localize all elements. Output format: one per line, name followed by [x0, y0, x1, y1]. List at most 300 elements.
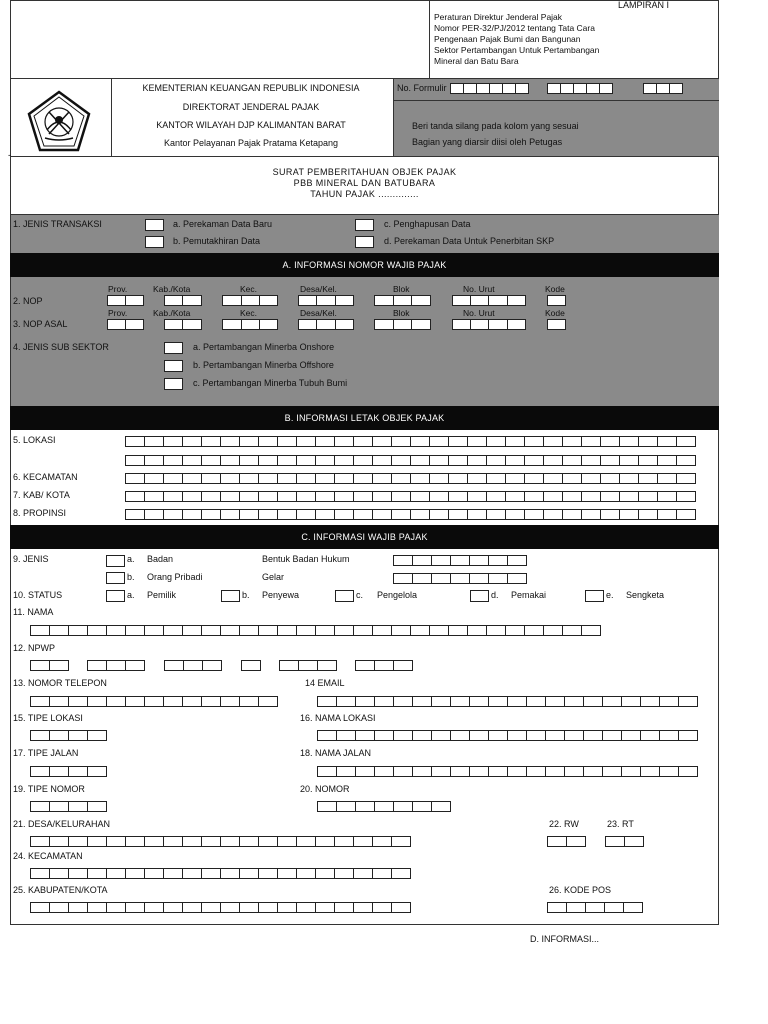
character-cell[interactable]: [182, 491, 202, 502]
character-cell[interactable]: [49, 836, 69, 847]
character-cell[interactable]: [619, 509, 639, 520]
npwp-group-4[interactable]: [241, 660, 260, 671]
character-cell[interactable]: [581, 455, 601, 466]
postal-code-input[interactable]: [547, 902, 642, 913]
character-cell[interactable]: [49, 868, 69, 879]
character-cell[interactable]: [277, 836, 297, 847]
type-company-checkbox[interactable]: [106, 555, 125, 567]
character-cell[interactable]: [467, 473, 487, 484]
character-cell[interactable]: [220, 902, 240, 913]
character-cell[interactable]: [125, 491, 145, 502]
character-cell[interactable]: [526, 696, 546, 707]
character-cell[interactable]: [640, 696, 660, 707]
character-cell[interactable]: [659, 766, 679, 777]
character-cell[interactable]: [410, 625, 430, 636]
character-cell[interactable]: [657, 455, 677, 466]
character-cell[interactable]: [619, 491, 639, 502]
character-cell[interactable]: [182, 836, 202, 847]
city-input[interactable]: [125, 491, 695, 502]
character-cell[interactable]: [315, 436, 335, 447]
character-cell[interactable]: [87, 660, 107, 671]
character-cell[interactable]: [543, 455, 563, 466]
character-cell[interactable]: [87, 868, 107, 879]
character-cell[interactable]: [391, 473, 411, 484]
character-cell[interactable]: [125, 319, 144, 330]
character-cell[interactable]: [220, 509, 240, 520]
character-cell[interactable]: [486, 473, 506, 484]
character-cell[interactable]: [374, 660, 394, 671]
character-cell[interactable]: [638, 509, 658, 520]
character-cell[interactable]: [201, 509, 221, 520]
character-cell[interactable]: [372, 473, 392, 484]
character-cell[interactable]: [353, 836, 373, 847]
character-cell[interactable]: [239, 625, 259, 636]
character-cell[interactable]: [391, 868, 411, 879]
character-cell[interactable]: [163, 868, 183, 879]
nop-blok[interactable]: [374, 295, 430, 306]
character-cell[interactable]: [452, 295, 471, 306]
character-cell[interactable]: [507, 555, 527, 566]
character-cell[interactable]: [106, 625, 126, 636]
character-cell[interactable]: [182, 295, 202, 306]
number-type-input[interactable]: [30, 801, 106, 812]
character-cell[interactable]: [183, 660, 203, 671]
character-cell[interactable]: [486, 509, 506, 520]
character-cell[interactable]: [470, 319, 489, 330]
character-cell[interactable]: [488, 295, 508, 306]
character-cell[interactable]: [605, 836, 625, 847]
character-cell[interactable]: [106, 902, 126, 913]
character-cell[interactable]: [201, 625, 221, 636]
character-cell[interactable]: [393, 660, 413, 671]
character-cell[interactable]: [566, 902, 586, 913]
npwp-group-3[interactable]: [164, 660, 221, 671]
character-cell[interactable]: [277, 625, 297, 636]
status-tenant-checkbox[interactable]: [221, 590, 240, 602]
character-cell[interactable]: [239, 696, 259, 707]
character-cell[interactable]: [315, 868, 335, 879]
phone-input[interactable]: [30, 696, 277, 707]
character-cell[interactable]: [201, 491, 221, 502]
character-cell[interactable]: [106, 696, 126, 707]
character-cell[interactable]: [372, 868, 392, 879]
character-cell[interactable]: [412, 696, 432, 707]
character-cell[interactable]: [429, 455, 449, 466]
character-cell[interactable]: [581, 491, 601, 502]
character-cell[interactable]: [374, 730, 394, 741]
character-cell[interactable]: [431, 555, 451, 566]
character-cell[interactable]: [374, 766, 394, 777]
character-cell[interactable]: [201, 455, 221, 466]
character-cell[interactable]: [526, 730, 546, 741]
sub-district-input[interactable]: [30, 868, 410, 879]
character-cell[interactable]: [87, 902, 107, 913]
character-cell[interactable]: [87, 625, 107, 636]
character-cell[interactable]: [391, 436, 411, 447]
character-cell[interactable]: [125, 625, 145, 636]
character-cell[interactable]: [164, 319, 183, 330]
character-cell[interactable]: [201, 836, 221, 847]
character-cell[interactable]: [239, 436, 259, 447]
character-cell[interactable]: [258, 455, 278, 466]
character-cell[interactable]: [336, 801, 356, 812]
character-cell[interactable]: [201, 696, 221, 707]
character-cell[interactable]: [372, 625, 392, 636]
character-cell[interactable]: [412, 766, 432, 777]
character-cell[interactable]: [258, 836, 278, 847]
character-cell[interactable]: [144, 491, 164, 502]
character-cell[interactable]: [258, 868, 278, 879]
character-cell[interactable]: [353, 868, 373, 879]
character-cell[interactable]: [258, 902, 278, 913]
character-cell[interactable]: [334, 509, 354, 520]
character-cell[interactable]: [163, 836, 183, 847]
character-cell[interactable]: [296, 625, 316, 636]
character-cell[interactable]: [448, 436, 468, 447]
character-cell[interactable]: [30, 836, 50, 847]
form-number-boxes-1[interactable]: [450, 83, 528, 94]
character-cell[interactable]: [469, 555, 489, 566]
character-cell[interactable]: [259, 319, 278, 330]
character-cell[interactable]: [182, 696, 202, 707]
character-cell[interactable]: [182, 625, 202, 636]
character-cell[interactable]: [545, 730, 565, 741]
character-cell[interactable]: [355, 696, 375, 707]
character-cell[interactable]: [68, 836, 88, 847]
npwp-group-6[interactable]: [355, 660, 412, 671]
character-cell[interactable]: [524, 455, 544, 466]
character-cell[interactable]: [334, 473, 354, 484]
character-cell[interactable]: [336, 696, 356, 707]
character-cell[interactable]: [163, 625, 183, 636]
character-cell[interactable]: [600, 509, 620, 520]
status-user-checkbox[interactable]: [470, 590, 489, 602]
character-cell[interactable]: [144, 509, 164, 520]
character-cell[interactable]: [476, 83, 490, 94]
character-cell[interactable]: [144, 625, 164, 636]
character-cell[interactable]: [49, 625, 69, 636]
character-cell[interactable]: [106, 868, 126, 879]
character-cell[interactable]: [334, 625, 354, 636]
character-cell[interactable]: [507, 730, 527, 741]
character-cell[interactable]: [524, 436, 544, 447]
character-cell[interactable]: [296, 491, 316, 502]
transaction-delete-checkbox[interactable]: [355, 219, 374, 231]
character-cell[interactable]: [107, 319, 126, 330]
character-cell[interactable]: [410, 436, 430, 447]
character-cell[interactable]: [353, 491, 373, 502]
nop-nourut[interactable]: [452, 295, 525, 306]
character-cell[interactable]: [258, 473, 278, 484]
number-input[interactable]: [317, 801, 450, 812]
character-cell[interactable]: [279, 660, 299, 671]
character-cell[interactable]: [277, 436, 297, 447]
character-cell[interactable]: [239, 473, 259, 484]
character-cell[interactable]: [277, 902, 297, 913]
character-cell[interactable]: [486, 491, 506, 502]
character-cell[interactable]: [335, 295, 354, 306]
street-name-input[interactable]: [317, 766, 697, 777]
character-cell[interactable]: [30, 868, 50, 879]
character-cell[interactable]: [524, 473, 544, 484]
character-cell[interactable]: [163, 455, 183, 466]
character-cell[interactable]: [163, 509, 183, 520]
character-cell[interactable]: [315, 473, 335, 484]
character-cell[interactable]: [334, 491, 354, 502]
character-cell[interactable]: [125, 455, 145, 466]
character-cell[interactable]: [30, 801, 50, 812]
character-cell[interactable]: [562, 509, 582, 520]
character-cell[interactable]: [296, 473, 316, 484]
character-cell[interactable]: [657, 509, 677, 520]
character-cell[interactable]: [638, 436, 658, 447]
character-cell[interactable]: [429, 509, 449, 520]
character-cell[interactable]: [125, 473, 145, 484]
character-cell[interactable]: [543, 436, 563, 447]
character-cell[interactable]: [334, 436, 354, 447]
nop-kode[interactable]: [547, 295, 565, 306]
character-cell[interactable]: [463, 83, 477, 94]
character-cell[interactable]: [393, 573, 413, 584]
character-cell[interactable]: [600, 455, 620, 466]
character-cell[interactable]: [334, 868, 354, 879]
character-cell[interactable]: [258, 491, 278, 502]
character-cell[interactable]: [259, 295, 278, 306]
character-cell[interactable]: [277, 509, 297, 520]
character-cell[interactable]: [374, 801, 394, 812]
character-cell[interactable]: [220, 436, 240, 447]
character-cell[interactable]: [334, 902, 354, 913]
character-cell[interactable]: [412, 730, 432, 741]
character-cell[interactable]: [450, 696, 470, 707]
character-cell[interactable]: [488, 730, 508, 741]
character-cell[interactable]: [241, 660, 261, 671]
character-cell[interactable]: [624, 836, 644, 847]
type-individual-checkbox[interactable]: [106, 572, 125, 584]
character-cell[interactable]: [564, 766, 584, 777]
character-cell[interactable]: [507, 319, 526, 330]
character-cell[interactable]: [144, 455, 164, 466]
character-cell[interactable]: [391, 902, 411, 913]
character-cell[interactable]: [393, 766, 413, 777]
character-cell[interactable]: [623, 902, 643, 913]
character-cell[interactable]: [315, 509, 335, 520]
character-cell[interactable]: [657, 436, 677, 447]
character-cell[interactable]: [659, 730, 679, 741]
character-cell[interactable]: [144, 696, 164, 707]
character-cell[interactable]: [621, 766, 641, 777]
character-cell[interactable]: [505, 625, 525, 636]
character-cell[interactable]: [429, 473, 449, 484]
location-name-input[interactable]: [317, 730, 697, 741]
character-cell[interactable]: [144, 836, 164, 847]
character-cell[interactable]: [353, 473, 373, 484]
status-manager-checkbox[interactable]: [335, 590, 354, 602]
character-cell[interactable]: [241, 319, 260, 330]
character-cell[interactable]: [621, 730, 641, 741]
character-cell[interactable]: [659, 696, 679, 707]
character-cell[interactable]: [505, 455, 525, 466]
character-cell[interactable]: [372, 436, 392, 447]
nop-desa[interactable]: [298, 295, 353, 306]
character-cell[interactable]: [258, 436, 278, 447]
character-cell[interactable]: [391, 491, 411, 502]
character-cell[interactable]: [277, 491, 297, 502]
character-cell[interactable]: [49, 766, 69, 777]
transaction-skp-checkbox[interactable]: [355, 236, 374, 248]
sub-sector-offshore-checkbox[interactable]: [164, 360, 183, 372]
character-cell[interactable]: [450, 83, 464, 94]
character-cell[interactable]: [410, 491, 430, 502]
nop-kabkota[interactable]: [164, 295, 201, 306]
character-cell[interactable]: [524, 625, 544, 636]
npwp-group-2[interactable]: [87, 660, 144, 671]
character-cell[interactable]: [467, 455, 487, 466]
legal-form-input[interactable]: [393, 555, 526, 566]
character-cell[interactable]: [68, 801, 88, 812]
character-cell[interactable]: [602, 696, 622, 707]
character-cell[interactable]: [467, 509, 487, 520]
status-owner-checkbox[interactable]: [106, 590, 125, 602]
character-cell[interactable]: [163, 696, 183, 707]
character-cell[interactable]: [374, 295, 394, 306]
character-cell[interactable]: [448, 473, 468, 484]
character-cell[interactable]: [676, 473, 696, 484]
character-cell[interactable]: [164, 660, 184, 671]
character-cell[interactable]: [68, 625, 88, 636]
character-cell[interactable]: [410, 509, 430, 520]
character-cell[interactable]: [602, 766, 622, 777]
character-cell[interactable]: [125, 696, 145, 707]
character-cell[interactable]: [678, 730, 698, 741]
character-cell[interactable]: [547, 83, 561, 94]
character-cell[interactable]: [182, 509, 202, 520]
character-cell[interactable]: [125, 868, 145, 879]
character-cell[interactable]: [87, 801, 107, 812]
character-cell[interactable]: [296, 436, 316, 447]
character-cell[interactable]: [393, 295, 412, 306]
character-cell[interactable]: [317, 696, 337, 707]
character-cell[interactable]: [30, 902, 50, 913]
character-cell[interactable]: [125, 295, 144, 306]
character-cell[interactable]: [564, 730, 584, 741]
character-cell[interactable]: [201, 436, 221, 447]
character-cell[interactable]: [412, 801, 432, 812]
character-cell[interactable]: [355, 730, 375, 741]
character-cell[interactable]: [619, 455, 639, 466]
character-cell[interactable]: [543, 625, 563, 636]
character-cell[interactable]: [106, 660, 126, 671]
character-cell[interactable]: [669, 83, 683, 94]
character-cell[interactable]: [545, 696, 565, 707]
character-cell[interactable]: [507, 295, 526, 306]
character-cell[interactable]: [125, 660, 145, 671]
npwp-group-1[interactable]: [30, 660, 68, 671]
character-cell[interactable]: [431, 573, 451, 584]
character-cell[interactable]: [505, 491, 525, 502]
character-cell[interactable]: [372, 491, 392, 502]
character-cell[interactable]: [239, 902, 259, 913]
character-cell[interactable]: [638, 473, 658, 484]
character-cell[interactable]: [581, 625, 601, 636]
character-cell[interactable]: [448, 455, 468, 466]
street-type-input[interactable]: [30, 766, 106, 777]
character-cell[interactable]: [277, 473, 297, 484]
character-cell[interactable]: [562, 455, 582, 466]
character-cell[interactable]: [488, 573, 508, 584]
character-cell[interactable]: [353, 455, 373, 466]
character-cell[interactable]: [640, 766, 660, 777]
character-cell[interactable]: [526, 766, 546, 777]
character-cell[interactable]: [547, 902, 567, 913]
character-cell[interactable]: [507, 696, 527, 707]
character-cell[interactable]: [486, 625, 506, 636]
character-cell[interactable]: [296, 455, 316, 466]
character-cell[interactable]: [68, 730, 88, 741]
character-cell[interactable]: [355, 766, 375, 777]
character-cell[interactable]: [374, 319, 394, 330]
character-cell[interactable]: [316, 319, 336, 330]
character-cell[interactable]: [452, 319, 471, 330]
character-cell[interactable]: [201, 868, 221, 879]
character-cell[interactable]: [450, 555, 470, 566]
character-cell[interactable]: [678, 696, 698, 707]
character-cell[interactable]: [317, 801, 337, 812]
character-cell[interactable]: [505, 436, 525, 447]
character-cell[interactable]: [657, 473, 677, 484]
character-cell[interactable]: [220, 625, 240, 636]
character-cell[interactable]: [393, 319, 412, 330]
character-cell[interactable]: [239, 836, 259, 847]
character-cell[interactable]: [488, 766, 508, 777]
nop-asal-kabkota[interactable]: [164, 319, 201, 330]
character-cell[interactable]: [585, 902, 605, 913]
character-cell[interactable]: [202, 660, 222, 671]
character-cell[interactable]: [68, 696, 88, 707]
character-cell[interactable]: [296, 509, 316, 520]
character-cell[interactable]: [30, 660, 50, 671]
character-cell[interactable]: [583, 766, 603, 777]
character-cell[interactable]: [643, 83, 657, 94]
character-cell[interactable]: [201, 902, 221, 913]
character-cell[interactable]: [220, 455, 240, 466]
character-cell[interactable]: [125, 509, 145, 520]
character-cell[interactable]: [410, 473, 430, 484]
character-cell[interactable]: [49, 902, 69, 913]
location-input-1[interactable]: [125, 436, 695, 447]
character-cell[interactable]: [335, 319, 354, 330]
character-cell[interactable]: [144, 902, 164, 913]
character-cell[interactable]: [638, 491, 658, 502]
character-cell[interactable]: [676, 491, 696, 502]
character-cell[interactable]: [317, 660, 337, 671]
character-cell[interactable]: [393, 730, 413, 741]
email-input[interactable]: [317, 696, 697, 707]
character-cell[interactable]: [49, 730, 69, 741]
character-cell[interactable]: [182, 436, 202, 447]
character-cell[interactable]: [163, 436, 183, 447]
character-cell[interactable]: [600, 491, 620, 502]
character-cell[interactable]: [470, 295, 489, 306]
nop-asal-nourut[interactable]: [452, 319, 525, 330]
character-cell[interactable]: [469, 573, 489, 584]
character-cell[interactable]: [239, 868, 259, 879]
character-cell[interactable]: [68, 868, 88, 879]
character-cell[interactable]: [125, 902, 145, 913]
character-cell[interactable]: [315, 836, 335, 847]
character-cell[interactable]: [49, 660, 69, 671]
character-cell[interactable]: [515, 83, 529, 94]
